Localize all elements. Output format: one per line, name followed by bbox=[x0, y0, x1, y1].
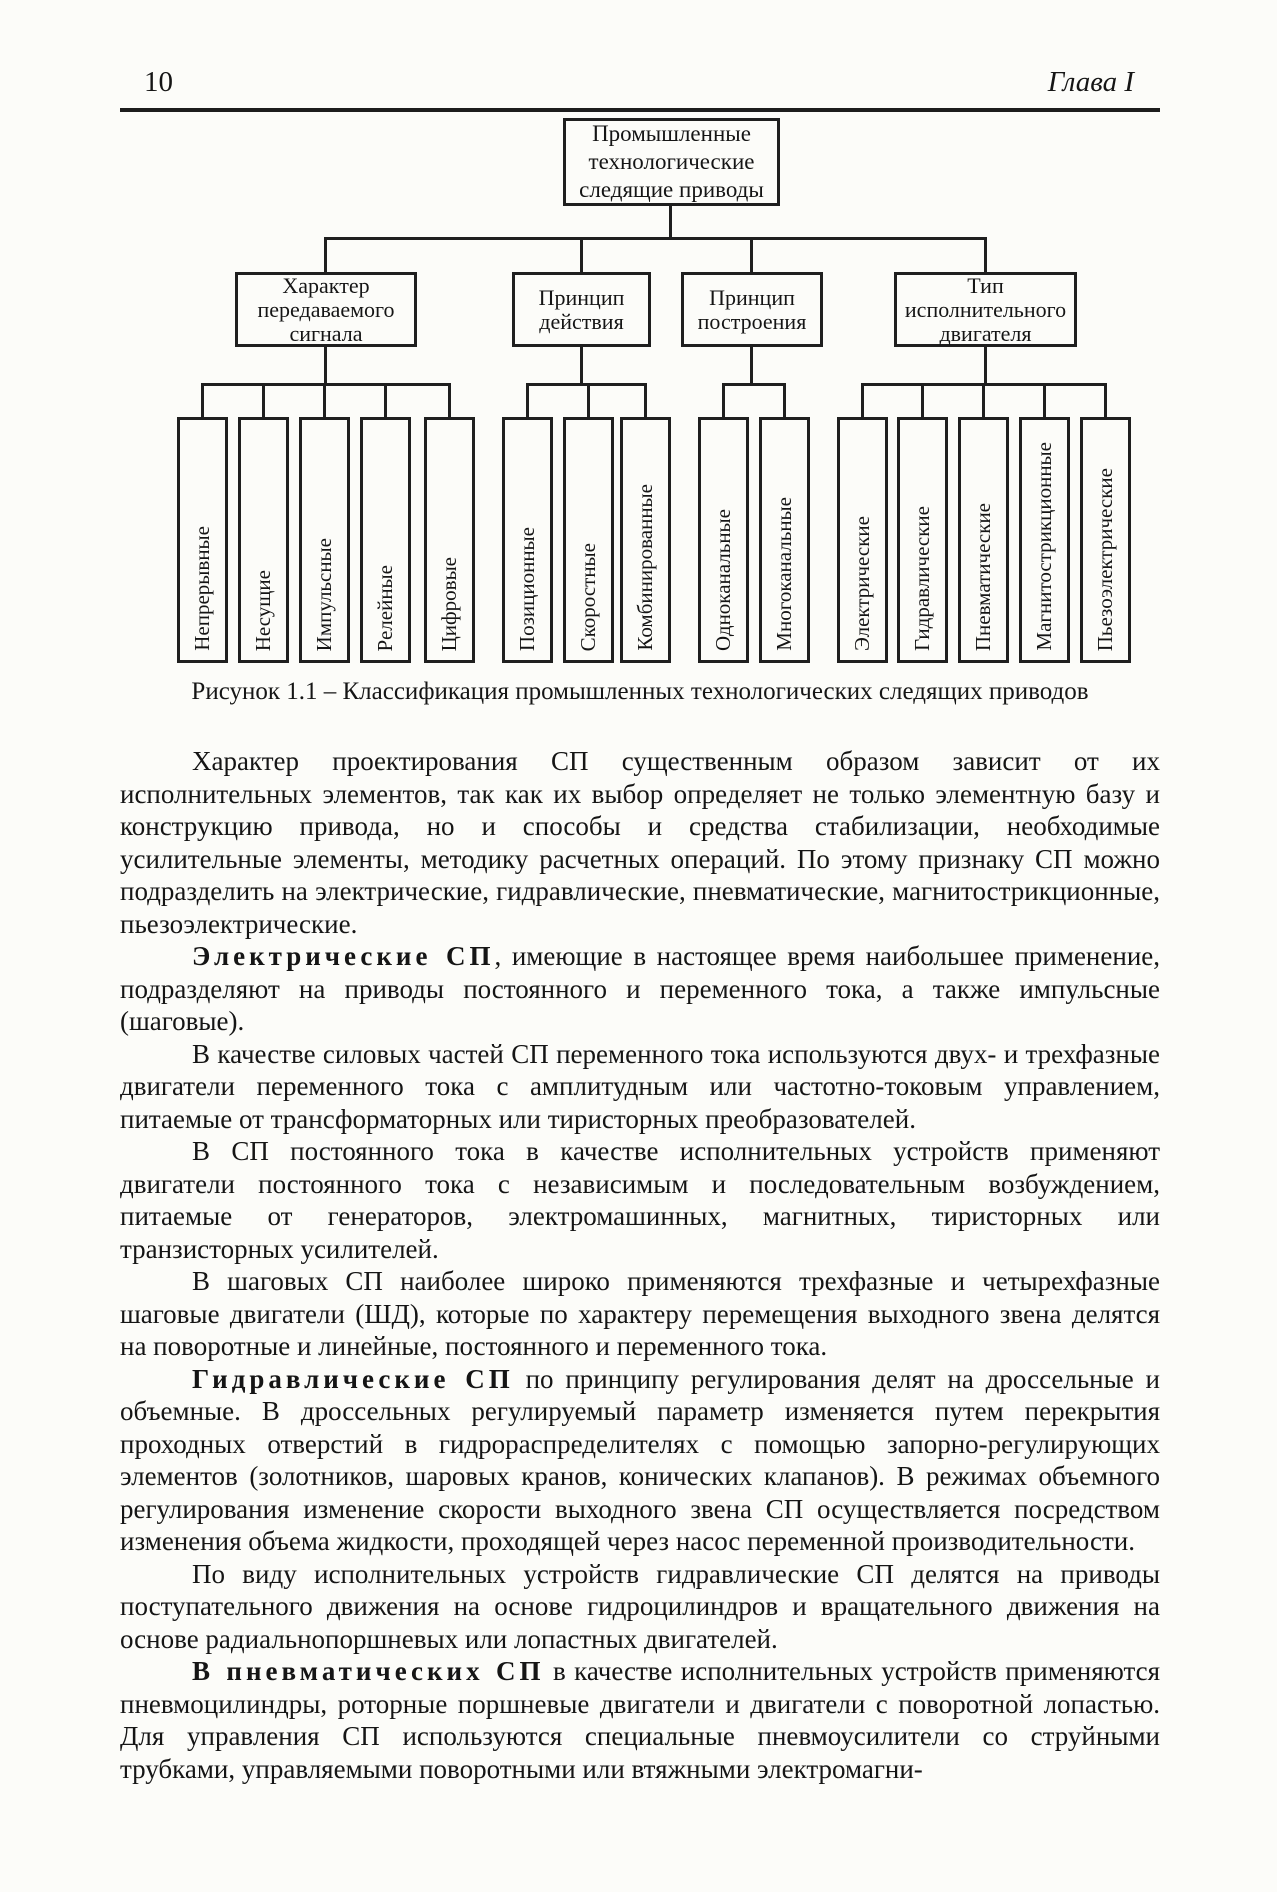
connector-line bbox=[324, 345, 327, 383]
connector-line bbox=[580, 345, 583, 383]
connector-line bbox=[384, 383, 387, 417]
connector-line bbox=[669, 206, 672, 237]
paragraph: Характер проектирования СП существенным образом зависит от их исполнительных элементов, так как их выбор определяет не только элементную базу и конструкцию привода, но и способы и средства стабилизации, необходимые усилительные элементы, методику расчетных операций. По этому признаку СП можно подразделить на электрические, гидравлические, пневматические, магнитострикционные, пьезоэлектрические. bbox=[120, 746, 1160, 939]
connector-line bbox=[324, 237, 987, 240]
body-text bbox=[120, 745, 1160, 1785]
connector-line bbox=[984, 237, 987, 272]
branch-node-construction-principle: Принцип построения bbox=[681, 272, 823, 347]
paragraph: В шаговых СП наиболее широко применяются трехфазные и четырехфазные шаговые двигатели (ШД), которые по характеру перемещения выходного звена делятся на поворотные и линейные, постоянного и переменного тока. bbox=[120, 1266, 1160, 1361]
paragraph-lead: Электрические СП bbox=[192, 941, 495, 971]
leaf-node: Несущие bbox=[238, 417, 289, 663]
paragraph: В СП постоянного тока в качестве исполнительных устройств применяют двигатели постоянного тока с независимым и последовательным возбуждением, питаемые от генераторов, электромашинных, магнитных, тиристорных или транзисторных усилителей. bbox=[120, 1136, 1160, 1264]
leaf-node: Цифровые bbox=[424, 417, 475, 663]
paragraph-lead: В пневматических СП bbox=[192, 1656, 545, 1686]
connector-line bbox=[448, 383, 451, 417]
connector-line bbox=[921, 383, 924, 417]
chapter-title: Глава I bbox=[1047, 66, 1134, 98]
leaf-node: Пневматические bbox=[958, 417, 1009, 663]
paragraph: Гидравлические СП по принципу регулирования делят на дроссельные и объемные. В дроссельных регулируемый параметр изменяется путем перекрытия проходных отверстий в гидрораспределителях с помощью запорно-регулирующих элементов (золотников, шаровых кранов, конических клапанов). В режимах объемного регулирования изменение скорости выходного звена СП осуществляется посредством изменения объема жидкости, проходящей через насос переменной производительности. bbox=[120, 1363, 1161, 1556]
connector-line bbox=[783, 383, 786, 417]
leaf-node: Позиционные bbox=[502, 417, 553, 663]
leaf-node: Одноканальные bbox=[698, 417, 749, 663]
figure-caption: Рисунок 1.1 – Классификация промышленных технологических следящих приводов bbox=[191, 678, 1089, 705]
leaf-node: Импульсные bbox=[299, 417, 350, 663]
leaf-node: Пьезоэлектрические bbox=[1080, 417, 1131, 663]
connector-line bbox=[722, 383, 786, 386]
branch-node-operating-principle: Принцип действия bbox=[512, 272, 651, 347]
leaf-node: Гидравлические bbox=[897, 417, 948, 663]
paragraph: В качестве силовых частей СП переменного тока используются двух- и трехфазные двигатели переменного тока с амплитудным или частотно-токовым управлением, питаемые от трансформаторных или тиристорных преобразователей. bbox=[120, 1038, 1160, 1134]
connector-line bbox=[861, 383, 864, 417]
connector-line bbox=[750, 237, 753, 272]
leaf-node: Комбинированные bbox=[620, 417, 671, 663]
connector-line bbox=[722, 383, 725, 417]
paragraph: По виду исполнительных устройств гидравлические СП делятся на приводы поступательного движения на основе гидроцилиндров и вращательного движения на основе радиальнопоршневых или лопастных двигателей. bbox=[120, 1558, 1160, 1654]
connector-line bbox=[323, 383, 326, 417]
leaf-node: Релейные bbox=[360, 417, 411, 663]
connector-line bbox=[201, 383, 451, 386]
branch-node-actuator-type: Тип исполнительного двигателя bbox=[894, 272, 1077, 347]
branch-node-signal-character: Характер передаваемого сигнала bbox=[235, 272, 417, 347]
connector-line bbox=[982, 383, 985, 417]
leaf-node: Многоканальные bbox=[759, 417, 810, 663]
connector-line bbox=[262, 383, 265, 417]
leaf-node: Магнитострикционные bbox=[1019, 417, 1070, 663]
page-header bbox=[120, 66, 1160, 112]
paragraph: В пневматических СП в качестве исполнительных устройств применяются пневмоцилиндры, роторные поршневые двигатели и двигатели с поворотной лопастью. Для управления СП используются специальные пневмоусилители со струйными трубками, управляемыми поворотными или втяжными электромагни- bbox=[120, 1656, 1160, 1784]
connector-line bbox=[1104, 383, 1107, 417]
diagram-root-node: Промышленные технологические следящие приводы bbox=[563, 118, 780, 206]
connector-line bbox=[1043, 383, 1046, 417]
paragraph: Электрические СП, имеющие в настоящее время наибольшее применение, подразделяют на приводы постоянного и переменного тока, а также импульсные (шаговые). bbox=[120, 941, 1160, 1036]
paragraph-lead: Гидравлические СП bbox=[192, 1363, 514, 1394]
connector-line bbox=[580, 237, 583, 272]
connector-line bbox=[324, 237, 327, 272]
leaf-node: Электрические bbox=[837, 417, 888, 663]
connector-line bbox=[644, 383, 647, 417]
leaf-node: Непрерывные bbox=[177, 417, 228, 663]
connector-line bbox=[750, 345, 753, 383]
connector-line bbox=[587, 383, 590, 417]
connector-line bbox=[984, 345, 987, 383]
connector-line bbox=[526, 383, 529, 417]
connector-line bbox=[201, 383, 204, 417]
page-number: 10 bbox=[144, 66, 173, 98]
leaf-node: Скоростные bbox=[563, 417, 614, 663]
